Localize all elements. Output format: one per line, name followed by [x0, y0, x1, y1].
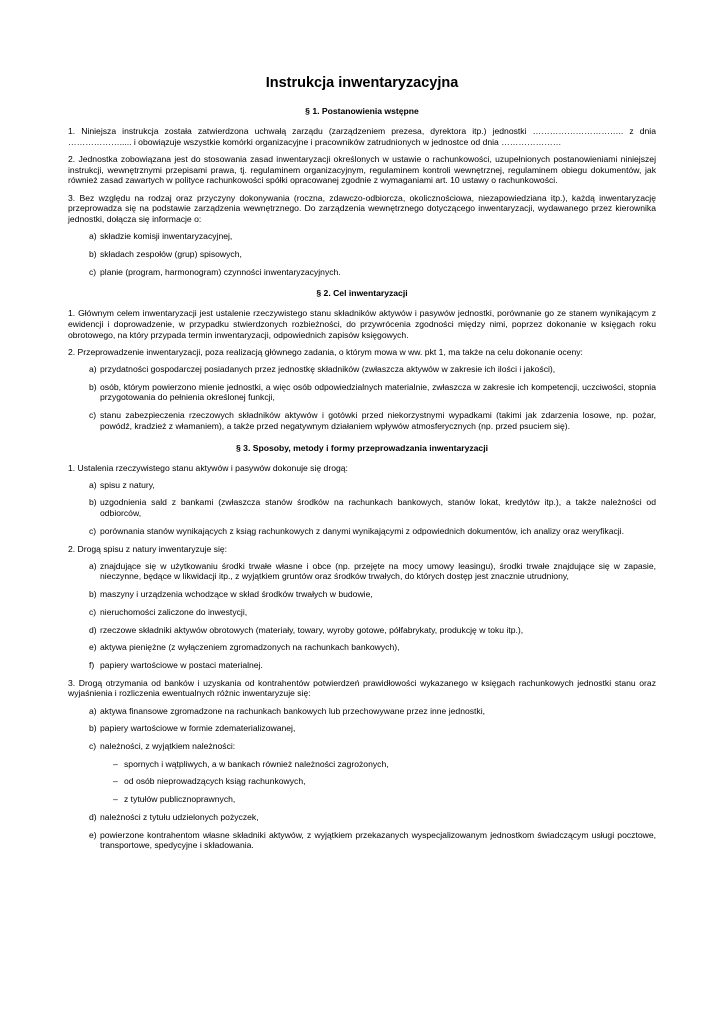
list-item — [68, 410, 656, 431]
section-3-paragraph-2: 2. Drogą spisu z natury inwentaryzuje się: — [68, 543, 228, 554]
list-label: c) — [89, 606, 97, 617]
list-item — [68, 497, 656, 518]
list-label: e) — [89, 829, 97, 840]
list-label: d) — [89, 811, 97, 822]
section-1-title: § 1. Postanowienia wstępne — [305, 106, 419, 116]
list-item — [68, 231, 656, 242]
list-text: znajdujące się w użytkowaniu środki trwałe własne i obce (np. przejęte na mocy umowy leasingu), środki trwałe znajdujące się w zapasie, nieczynne, będące w likwidacji itp., z wyjątkiem gruntów oraz środków trwałych, do których dostęp jest znacznie utrudniony, — [100, 560, 656, 582]
list-text: nieruchomości zaliczone do inwestycji, — [100, 606, 248, 617]
document-title: Instrukcja inwentaryzacyjna — [265, 75, 459, 91]
list-text: papiery wartościowe w postaci materialnej. — [100, 660, 263, 670]
list-text: przydatności gospodarczej posiadanych przez jednostkę składników (zwłaszcza aktywów w zakresie ich ilości i jakości), — [100, 364, 556, 375]
section-3-paragraph-1: 1. Ustalenia rzeczywistego stanu aktywów i pasywów dokonuje się drogą: — [68, 462, 348, 473]
list-item — [68, 625, 656, 636]
dash-item — [68, 794, 656, 805]
list-item — [68, 589, 656, 600]
list-label: b) — [89, 381, 97, 392]
list-item — [68, 249, 656, 260]
list-label: c) — [89, 266, 97, 277]
list-label: a) — [89, 231, 97, 242]
list-text: powierzone kontrahentom własne składniki aktywów, z wyjątkiem przekazanych wyspecjalizowanym jednostkom świadczącym usługi pocztowe, transportowe, spedycyjne i składowania. — [100, 829, 656, 851]
section-1-paragraph-2: 2. Jednostka zobowiązana jest do stosowania zasad inwentaryzacji określonych w ustawie o rachunkowości, uzupełnionych postanowieniami niniejszej instrukcji, wewnętrznymi przepisami prawa, tj. regulaminem organizacyjnym, regulaminem kontroli wewnętrznej, regulaminem obiegu dokumentów, jak również zasad zawartych w polityce rachunkowości spółki opracowanej zgodnie z wymaganiami art. 10 ustawy o rachunkowości. — [68, 153, 656, 186]
list-label: a) — [89, 705, 97, 716]
list-label: b) — [89, 497, 97, 508]
list-item — [68, 642, 656, 653]
list-item — [68, 830, 656, 851]
list-item — [68, 480, 656, 491]
list-label: b) — [89, 248, 97, 259]
list-item — [68, 723, 656, 734]
list-label: f) — [89, 660, 95, 670]
list-label: b) — [89, 589, 97, 600]
list-text: aktywa pieniężne (z wyłączeniem zgromadzonych na rachunkach bankowych), — [100, 642, 400, 653]
list-item — [68, 364, 656, 375]
list-text: papiery wartościowe w formie zdematerializowanej, — [100, 723, 296, 734]
section-3-title: § 3. Sposoby, metody i formy przeprowadzania inwentaryzacji — [236, 442, 488, 453]
list-item — [68, 267, 656, 278]
section-2-paragraph-2: 2. Przeprowadzenie inwentaryzacji, poza realizacją głównego zadania, o którym mowa w ww. pkt 1, ma także na celu dokonanie oceny: — [68, 346, 583, 357]
list-text: maszyny i urządzenia wchodzące w skład środków trwałych w budowie, — [100, 589, 373, 600]
list-item — [68, 561, 656, 582]
list-text: rzeczowe składniki aktywów obrotowych (materiały, towary, wyroby gotowe, półfabrykaty, produkcję w toku itp.), — [100, 624, 524, 635]
list-label: a) — [89, 560, 97, 571]
list-text: składach zespołów (grup) spisowych, — [100, 248, 242, 259]
list-item — [68, 706, 656, 717]
section-2-paragraph-1: 1. Głównym celem inwentaryzacji jest ustalenie rzeczywistego stanu składników aktywów i pasywów jednostki, porównanie go ze stanem wynikającym z ewidencji i doprowadzenie, w przypadku stwierdzonych rozbieżności, do przywrócenia zgodności między nimi, poprzez dokonanie w księgach roku obrotowego, na który przypada termin inwentaryzacji, odpowiednich zapisów księgowych. — [68, 308, 656, 340]
list-item — [68, 660, 656, 671]
list-text: aktywa finansowe zgromadzone na rachunkach bankowych lub przechowywane przez inne jednostki, — [100, 705, 486, 716]
dash-label: – — [113, 776, 118, 787]
list-item — [68, 741, 656, 752]
section-1-paragraph-1: 1. Niniejsza instrukcja została zatwierdzona uchwałą zarządu (zarządzeniem prezesa, dyrektora itp.) jednostki ………………………….. z dnia ………………..... i obowiązuje wszystkie komórki organizacyjne i pracowników zatrudnionych w jednostce od dnia ………………… — [68, 126, 656, 147]
list-label: e) — [89, 642, 97, 653]
list-label: d) — [89, 624, 97, 635]
list-label: c) — [89, 741, 97, 752]
list-text: składzie komisji inwentaryzacyjnej, — [100, 231, 233, 242]
dash-item — [68, 759, 656, 770]
list-text: należności z tytułu udzielonych pożyczek, — [100, 811, 259, 822]
list-text: porównania stanów wynikających z ksiąg rachunkowych z danymi wynikającymi z odpowiednich dokumentów, ich analizy oraz weryfikacji. — [100, 525, 624, 536]
list-text: osób, którym powierzono mienie jednostki, a więc osób odpowiedzialnych materialnie, zwłaszcza w zakresie ich kompetencji, uczciwości, stopnia przygotowania do pełnienia określonej funkcji, — [100, 381, 656, 403]
section-3-paragraph-3: 3. Drogą otrzymania od banków i uzyskania od kontrahentów potwierdzeń prawidłowości wykazanego w księgach rachunkowych jednostki stanu oraz wyjaśnienia i rozliczenia ewentualnych różnic inwentaryzuje się: — [68, 677, 656, 699]
list-label: c) — [89, 410, 97, 421]
list-item — [68, 382, 656, 403]
list-text: stanu zabezpieczenia rzeczowych składników aktywów i gotówki przed niekorzystnymi wypadkami (takimi jak zdarzenia losowe, np. pożar, powódź, kradzież z włamaniem), a także przed negatywnym działaniem wpływów atmosferycznych (np. przed psuciem się). — [100, 410, 656, 431]
list-item — [68, 607, 656, 618]
list-text: uzgodnienia sald z bankami (zwłaszcza stanów środków na rachunkach bankowych, stanów lokat, kredytów itp.), a także należności od odbiorców, — [100, 497, 656, 519]
list-label: c) — [89, 525, 97, 536]
section-1-paragraph-3: 3. Bez względu na rodzaj oraz przyczyny dokonywania (roczna, zdawczo-odbiorcza, okolicznościowa, niezapowiedziana itp.), każdą inwentaryzację przeprowadza się na podstawie zarządzenia wewnętrznego. Do zarządzenia wewnętrznego dotyczącego inwentaryzacji, wydawanego przez kierownika jednostki, dołącza się informacje o: — [68, 192, 656, 224]
list-text: należności, z wyjątkiem należności: — [100, 741, 236, 752]
dash-label: – — [113, 758, 118, 769]
list-text: planie (program, harmonogram) czynności inwentaryzacyjnych. — [100, 266, 341, 277]
dash-text: od osób nieprowadzących ksiąg rachunkowych, — [124, 776, 306, 787]
list-item — [68, 526, 656, 537]
dash-item — [68, 776, 656, 787]
list-label: b) — [89, 723, 97, 734]
list-text: spisu z natury, — [100, 479, 155, 490]
list-label: a) — [89, 479, 97, 490]
list-label: a) — [89, 364, 97, 375]
section-2-title: § 2. Cel inwentaryzacji — [316, 288, 408, 299]
dash-text: spornych i wątpliwych, a w bankach również należności zagrożonych, — [124, 758, 389, 769]
dash-text: z tytułów publicznoprawnych, — [124, 794, 236, 805]
list-item — [68, 812, 656, 823]
dash-label: – — [113, 794, 118, 805]
